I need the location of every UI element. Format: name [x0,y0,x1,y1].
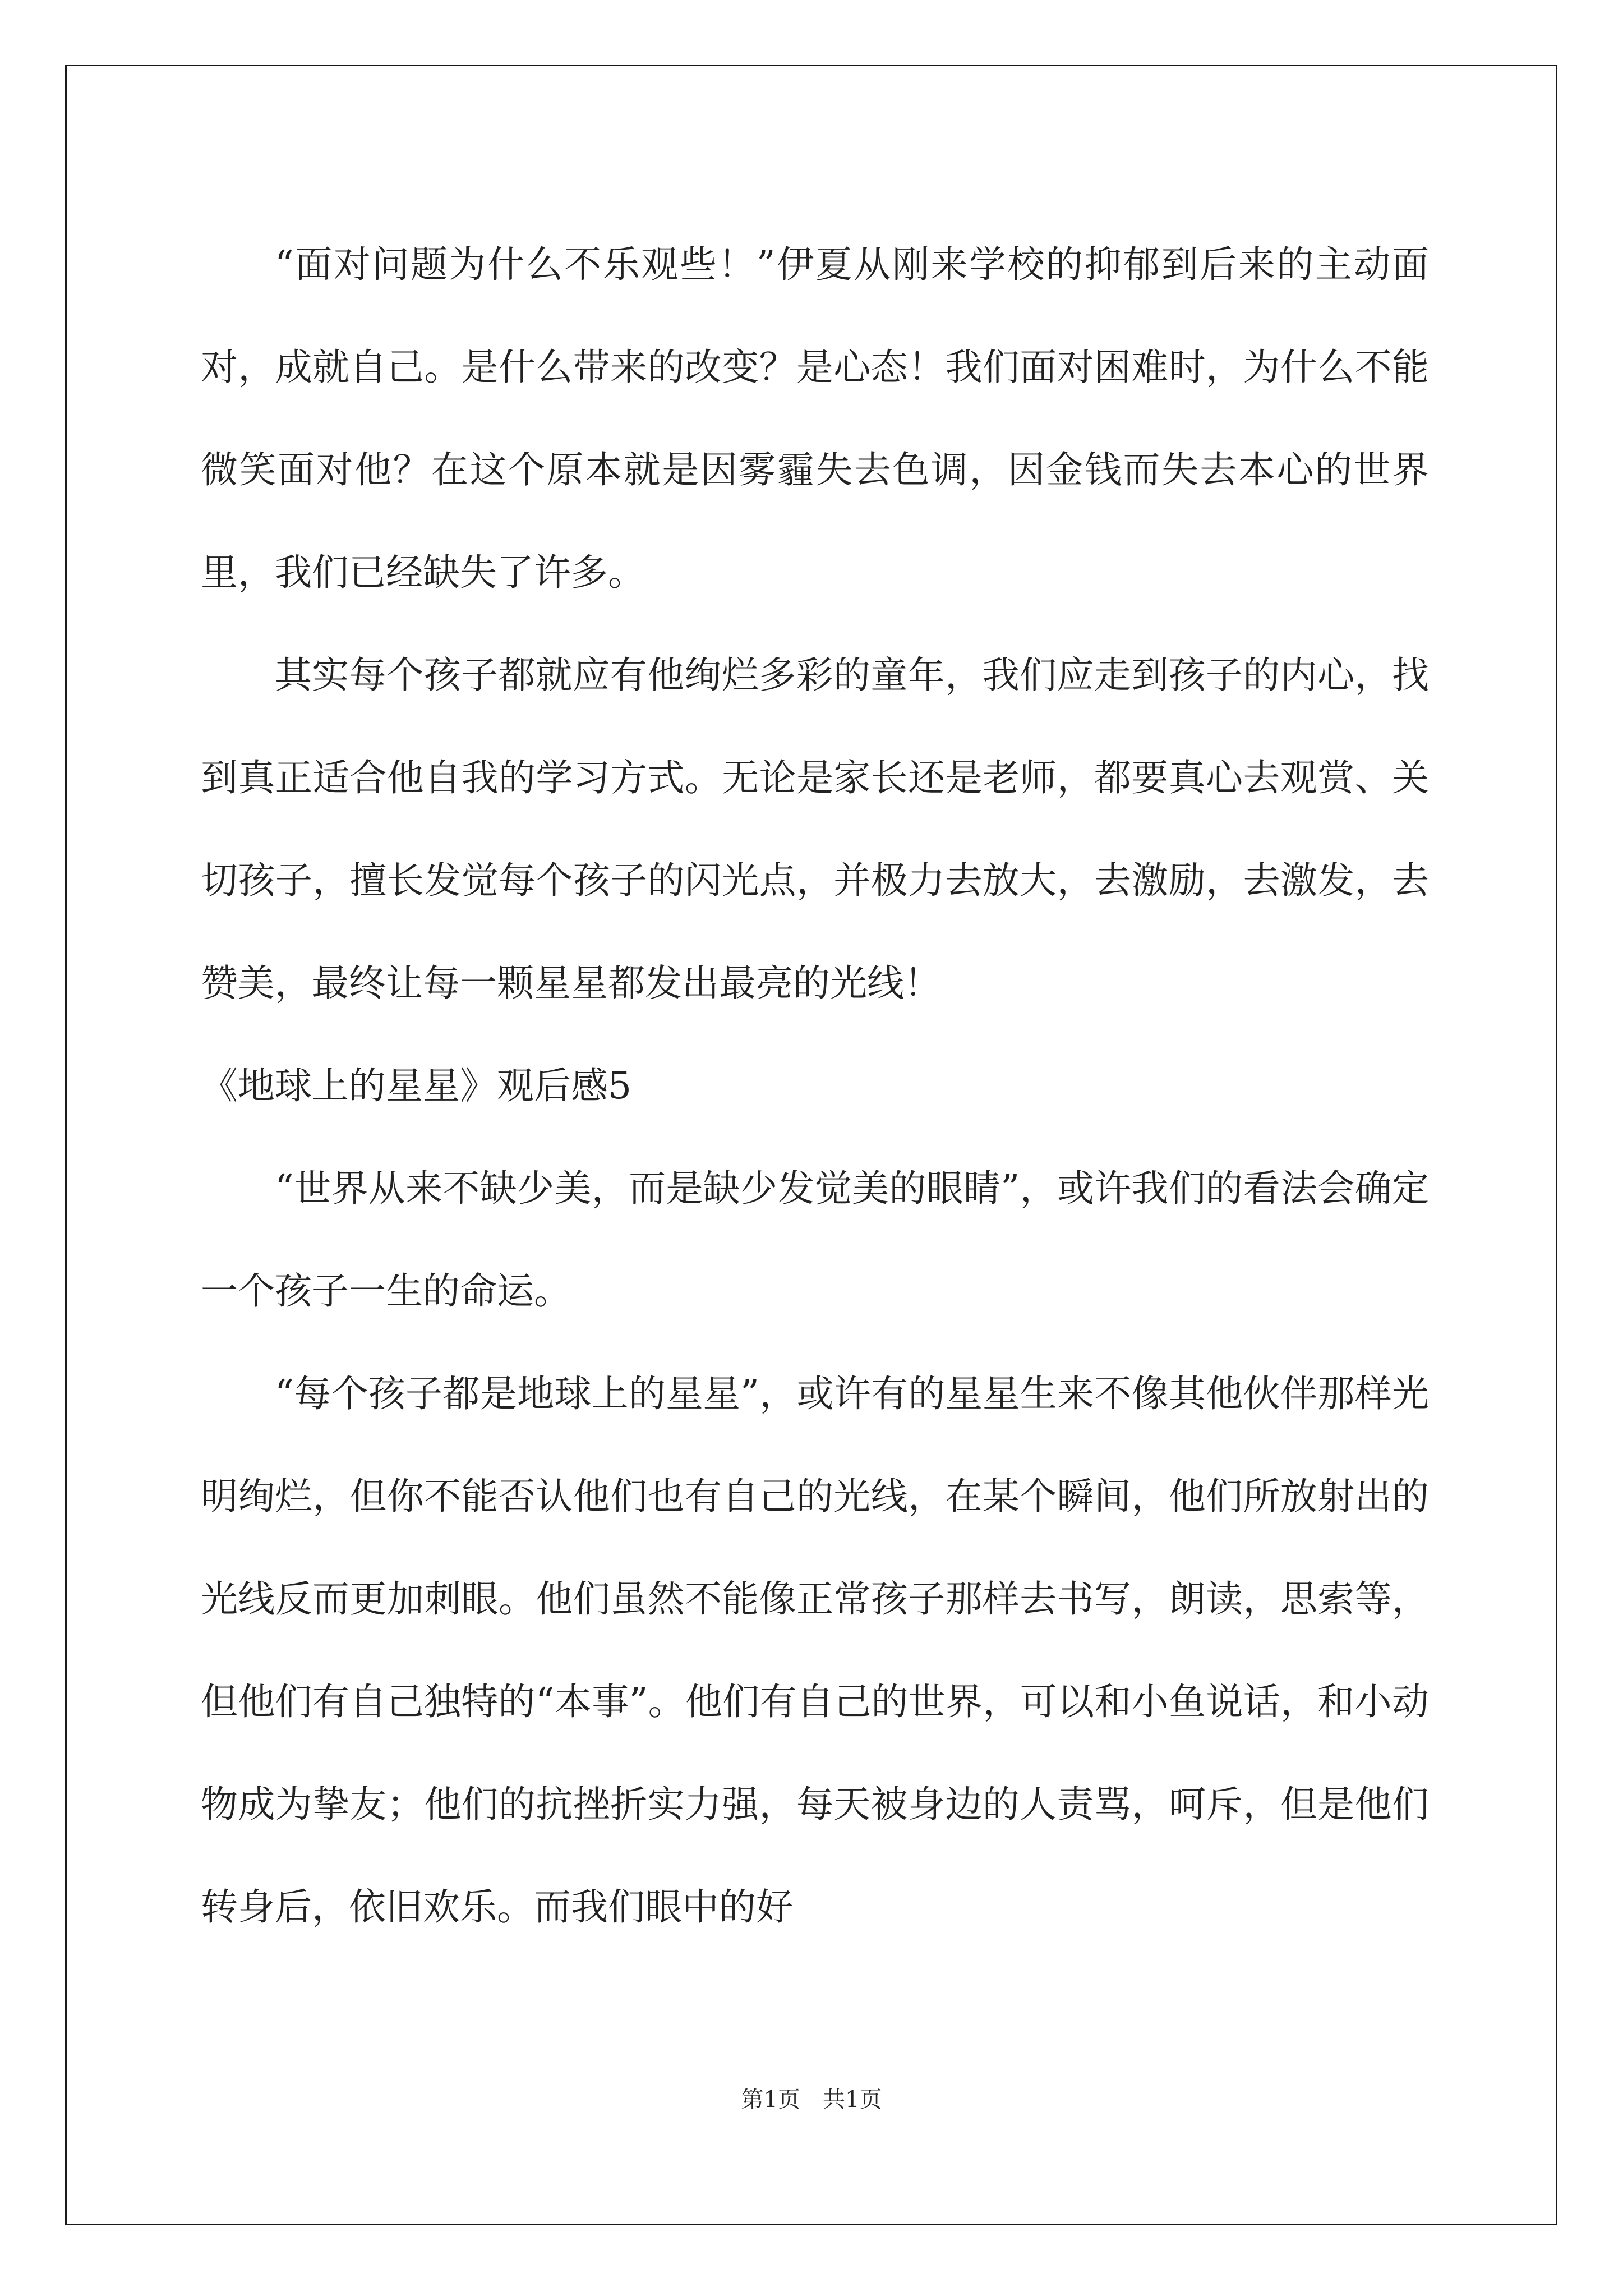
paragraph-3: “世界从来不缺少美，而是缺少发觉美的眼睛”，或许我们的看法会确定一个孩子一生的命运。 [201,1167,1429,1313]
section-heading: 《地球上的星星》观后感5 [201,1064,631,1107]
paragraph-1: “面对问题为什么不乐观些！”伊夏从刚来学校的抑郁到后来的主动面对，成就自己。是什么带来的改变？是心态！我们面对困难时，为什么不能微笑面对他？在这个原本就是因雾霾失去色调，因金钱而失去本心的世界里，我们已经缺失了许多。 [201,243,1429,594]
document-body [201,213,1429,1958]
paragraph-2: 其实每个孩子都就应有他绚烂多彩的童年，我们应走到孩子的内心，找到真正适合他自我的学习方式。无论是家长还是老师，都要真心去观赏、关切孩子，擅长发觉每个孩子的闪光点，并极力去放大，去激励，去激发，去赞美，最终让每一颗星星都发出最亮的光线！ [201,654,1429,1005]
page-number-footer: 第1页 共1页 [741,2087,882,2113]
paragraph-4: “每个孩子都是地球上的星星”，或许有的星星生来不像其他伙伴那样光明绚烂，但你不能否认他们也有自己的光线，在某个瞬间，他们所放射出的光线反而更加刺眼。他们虽然不能像正常孩子那样去书写，朗读，思索等，但他们有自己独特的“本事”。他们有自己的世界，可以和小鱼说话，和小动物成为挚友；他们的抗挫折实力强，每天被身边的人责骂，呵斥，但是他们转身后，依旧欢乐。而我们眼中的好 [201,1372,1429,1929]
